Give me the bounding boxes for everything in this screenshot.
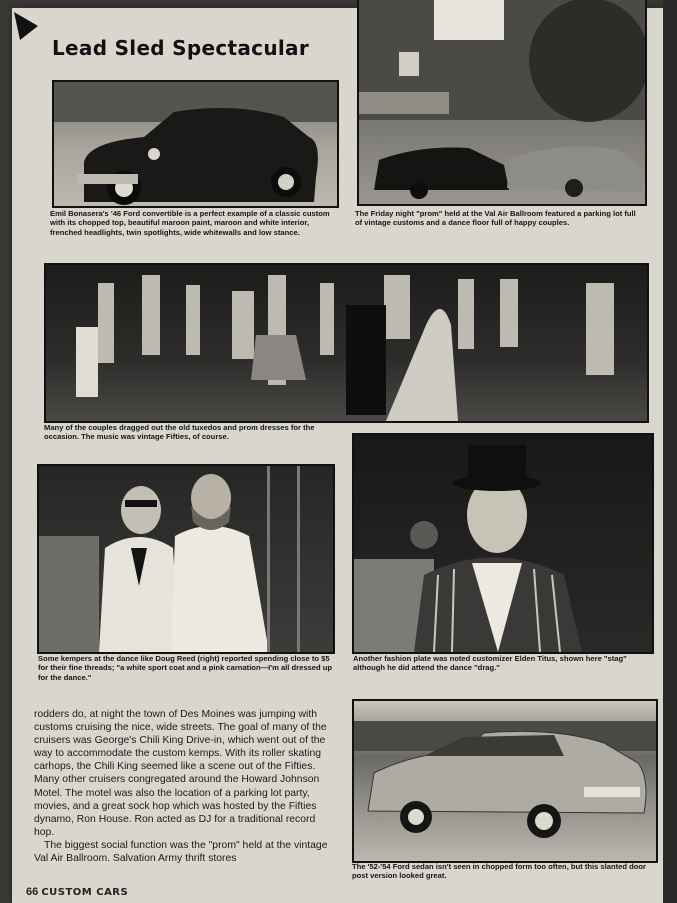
background-edge [663, 0, 677, 903]
photo-dance-floor [44, 263, 649, 423]
article-title: Lead Sled Spectacular [52, 36, 309, 60]
photo-val-air-ballroom [357, 0, 647, 206]
caption-tuxedos-prom: Many of the couples dragged out the old tuxedos and prom dresses for the occasion. The music was vintage Fifties, of course. [44, 423, 315, 442]
caption-ford-sedan: The '52-'54 Ford sedan isn't seen in chopped form too often, but this slanted door post version looked great. [352, 862, 647, 881]
article-body [34, 708, 334, 865]
caption-doug-reed: Some kempers at the dance like Doug Reed (right) reported spending close to $5 for their fine threads; "a white sport coat and a pink carnation—I'm all dressed up for the dance." [38, 654, 333, 682]
corner-triangle-icon [14, 12, 40, 42]
caption-ford-convertible: Emil Bonasera's '46 Ford convertible is a perfect example of a classic custom with its chopped top, beautiful maroon paint, maroon and white interior, frenched headlights, twin spotlights, wide whitewalls and low stance. [50, 209, 330, 237]
page-number: 66 [26, 886, 39, 898]
page-footer [26, 886, 128, 898]
photo-doug-reed [37, 464, 335, 654]
caption-val-air-prom: The Friday night "prom" held at the Val Air Ballroom featured a parking lot full of vintage customs and a dance floor full of happy couples. [355, 209, 636, 228]
photo-elden-titus [352, 433, 654, 654]
magazine-name: CUSTOM CARS [41, 887, 129, 898]
caption-elden-titus: Another fashion plate was noted customizer Elden Titus, shown here "stag" although he did attend the dance "drag." [353, 654, 627, 673]
photo-ford-convertible [52, 80, 339, 208]
body-paragraph-1: rodders do, at night the town of Des Moines was jumping with customs cruising the nice, wide streets. The goal of many of the cruisers was George's Chili King Drive-in, which went out of the way to accommodate the custom kemps. With its roller skating carhops, the Chili King seemed like a scene out of the Fifties. Many other cruisers congregated around the Howard Johnson Motel. The motel was also the location of a parking lot party, movies, and a great sock hop which was hosted by the Fifties dynamo, Ron House. Ron acted as DJ for a traditional record hop. [34, 709, 327, 838]
photo-ford-sedan [352, 699, 658, 863]
body-paragraph-2: The biggest social function was the "prom" held at the vintage Val Air Ballroom. Salvation Army thrift stores [34, 839, 328, 865]
